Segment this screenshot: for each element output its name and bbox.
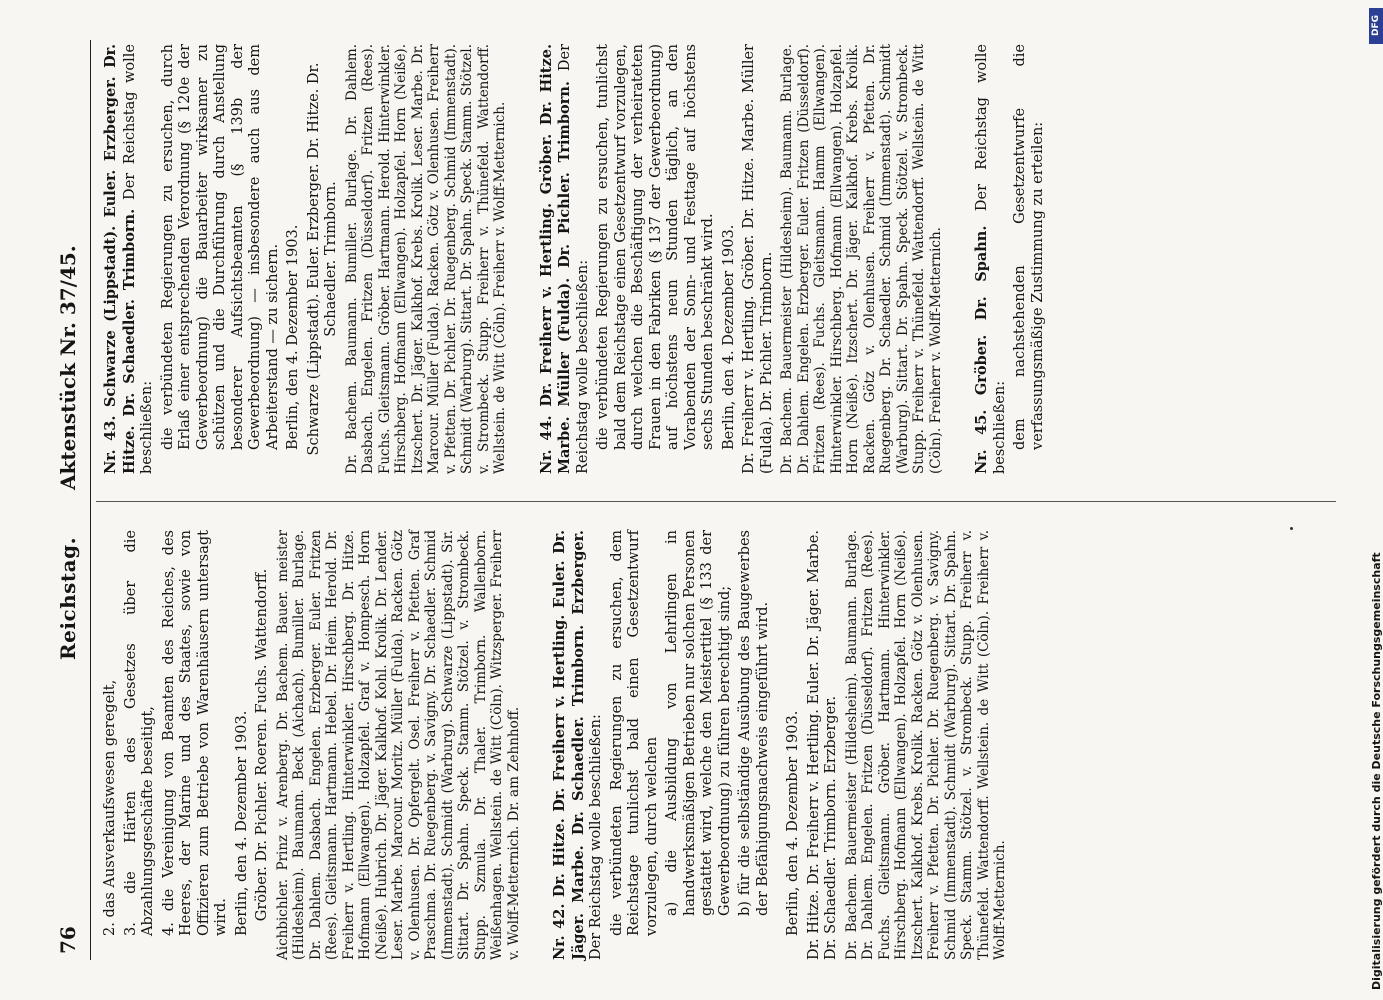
motion-heading [551, 530, 606, 960]
rotated-document-page [50, 40, 1340, 960]
list-item: 3. die Härten des Gesetzes über die Abzahlungsgeschäfte beseitigt, [122, 530, 156, 936]
running-subtitle: Aktenstück Nr. 37/45. [56, 245, 80, 490]
motion-intro: Der Reichstag wolle beschließen: [557, 44, 591, 474]
motion-intro: Der Reichstag wolle beschließen: [974, 44, 1008, 474]
column-divider [96, 501, 1336, 502]
funding-credit: Digitalisierung gefördert durch die Deutsche Forschungsgemeinschaft [1370, 552, 1383, 990]
motion-body: die verbündeten Regierungen zu ersuchen, durch Erlaß einer entsprechenden Verordnung (§ 120e der Gewerbeordnung) die Bauarbeiter wirksamer zu schützen und die Durchführung durch Anstellung besonderer Aufsichtsbeamten (§ 139b der Gewerbeordnung) — insbesondere auch aus dem Arbeiterstand — zu sichern. [159, 44, 281, 450]
supporters: Aichbichler. Prinz v. Arenberg. Dr. Bachem. Bauer. meister (Hildesheim). Baumann. Beck (Aichach). Bumiller. Burlage. Dr. Dahlem. Dasbach. Engelen. Erzberger. Euler. Fritzen (Rees). Gleitsmann. Hartmann. Hebel. Dr. Heim. Herold. Dr. Freiherr v. Hertling. Hinterwinkler. Hirschberg. Dr. Hitze. Hofmann (Ellwangen). Holzapfel. Graf v. Hompesch. Horn (Neiße). Hubrich. Dr. Jäger. Kalkhof. Kohl. Krolik. Dr. Lender. Leser. Marbe. Marcour. Moritz. Müller (Fulda). Racken. Götz v. Olenhusen. Dr. Opfergelt. Osel. Freiherr v. Pfetten. Graf Praschma. Dr. Ruegenberg. v. Savigny. Dr. Schaedler. Schmid (Immenstadt). Schmidt (Warburg). Schwarze (Lippstadt). Sir. Sittart. Dr. Spahn. Speck. Stamm. Stötzel. v. Strombeck. Stupp. Szmula. Dr. Thaler. Trimborn. Wallenborn. Weißenhagen. Wellstein. de Witt (Cöln). Witzsperger. Freiherr v. Wolff-Metternich. Dr. am Zehnhoff. [274, 530, 522, 960]
date-line: Berlin, den 4. Dezember 1903. [785, 710, 801, 936]
date-line: Berlin, den 4. Dezember 1903. [233, 710, 250, 936]
right-column [102, 44, 1050, 474]
motion-body: dem nachstehenden Gesetzentwurfe die verfassungsmäßige Zustimmung zu erteilen: [1012, 44, 1046, 450]
motion-sponsors: Dr. Freiherr v. Hertling. Gröber. Dr. Hitze. Marbe. Müller (Fulda). Dr. Pichler. Trimborn. [537, 44, 573, 474]
motion-number: Nr. 44. [537, 406, 555, 474]
dfg-logo-text: DFG [1371, 14, 1381, 36]
signers: Dr. Hitze. Dr. Freiherr v. Hertling. Euler. Dr. Jäger. Marbe. Dr. Schaedler. Trimborn. Erzberger. [805, 530, 839, 960]
list-item: 4. die Vereinigung von Beamten des Reiches, des Heeres, der Marine und des Staates, sowie von Offizieren zum Betriebe von Warenhäusern untersagt wird. [160, 530, 229, 936]
supporters: Dr. Bachem. Bauermeister (Hildesheim). Baumann. Burlage. Dr. Dahlem. Engelen. Fritzen (Düsseldorf). Fritzen (Rees). Fuchs. Gleitsmann. Gröber. Hartmann. Hinterwinkler. Hirschberg. Hofmann (Ellwangen). Holzapfel. Horn (Neiße). Itzschert. Kalkhof. Krebs. Krolik. Racken. Götz v. Olenhusen. Freiherr v. Pfetten. Dr. Pichler. Dr. Ruegenberg. v. Savigny. Schmid (Immenstadt). Schmidt (Warburg). Sittart. Dr. Spahn. Speck. Stamm. Stötzel. v. Strombeck. Stupp. Freiherr v. Thünefeld. Wattendorff. Wellstein. de Witt (Cöln). Freiherr v. Wolff-Metternich. [843, 530, 1008, 960]
signers: Gröber. Dr. Pichler. Roeren. Fuchs. Wattendorff. [254, 568, 270, 922]
motion-intro: Der Reichstag wolle beschließen: [121, 44, 155, 474]
signers: Dr. Freiherr v. Hertling. Gröber. Dr. Hitze. Marbe. Müller (Fulda). Dr. Pichler. Trimborn. [741, 44, 775, 474]
supporters: Dr. Bachem. Baumann. Bumiller. Burlage. Dr. Dahlem. Dasbach. Engelen. Fritzen (Düsseldorf). Fritzen (Rees). Fuchs. Gleitsmann. Gröber. Hartmann. Herold. Hinterwinkler. Hirschberg. Hofmann (Ellwangen). Holzapfel. Horn (Neiße). Itzschert. Dr. Jäger. Kalkhof. Krebs. Krolik. Leser. Marbe. Dr. Marcour. Müller (Fulda). Racken. Götz v. Olenhusen. Freiherr v. Pfetten. Dr. Pichler. Dr. Ruegenberg. Schmid (Immenstadt). Schmidt (Warburg). Sittart. Dr. Spahn. Speck. Stamm. Stötzel. v. Strombeck. Stupp. Freiherr v. Thünefeld. Wattendorff. Wellstein. de Witt (Cöln). Freiherr v. Wolff-Metternich. [343, 44, 508, 474]
list-item: 2. das Ausverkaufswesen geregelt, [102, 679, 118, 936]
motion-number: Nr. 43. [102, 407, 119, 474]
motion-number: Nr. 45. [973, 395, 990, 474]
motion-point-b: b) für die selbständige Ausübung des Baugewerbes der Befähigungsnachweis eingeführt wird. [737, 530, 771, 916]
ink-dot [1290, 527, 1293, 530]
supporters: Dr. Bachem. Bauermeister (Hildesheim). Baumann. Burlage. Dr. Dahlem. Engelen. Erzberger. Euler. Fritzen (Düsseldorf). Fritzen (Rees). Fuchs. Gleitsmann. Hamm (Ellwangen). Hinterwinkler. Hirschberg. Hofmann (Ellwangen). Holzapfel. Horn (Neiße). Itzschert. Dr. Jäger. Kalkhof. Krebs. Krolik. Racken. Götz v. Olenhusen. Freiherr v. Pfetten. Dr. Ruegenberg. Dr. Schaedler. Schmid (Immenstadt). Schmidt (Warburg). Sittart. Dr. Spahn. Speck. Stötzel. v. Strombeck. Stupp. Freiherr v. Thünefeld. Wattendorff. Wellstein. de Witt (Cöln). Freiherr v. Wolff-Metternich. [779, 44, 944, 474]
motion-sponsors: Schwarze (Lippstadt). Euler. Erzberger. Dr. Hitze. Dr. Schaedler. Trimborn. [102, 44, 138, 474]
date-line: Berlin, den 4. Dezember 1903. [720, 224, 737, 450]
motion-number: Nr. 42. [551, 897, 568, 960]
motion-intro: Der Reichstag wolle beschließen: [588, 714, 604, 960]
motion-heading [538, 44, 593, 474]
dfg-logo [1369, 8, 1383, 44]
motion-sponsors: Dr. Hitze. Dr. Freiherr v. Hertling. Euler. Dr. Jäger. Marbe. Dr. Schaedler. Trimborn. Erzberger. [551, 530, 587, 960]
signers: Schwarze (Lippstadt). Euler. Erzberger. Dr. Hitze. Dr. Schaedler. Trimborn. [305, 62, 339, 456]
motion-body: die verbündeten Regierungen zu ersuchen, tunlichst bald dem Reichstage einen Gesetzentwurf vorzulegen, durch welchen die Beschäftigung der verheirateten Frauen in den Fabriken (§ 137 der Gewerbeordnung) auf höchstens neun Stunden täglich, an den Vorabenden der Sonn- und Festtage auf höchstens sechs Stunden beschränkt wird. [595, 44, 716, 450]
motion-sponsors: Gröber. Dr. Spahn. [973, 211, 990, 396]
left-column [102, 530, 1012, 960]
motion-heading [102, 44, 157, 474]
motion-point-a: a) die Ausbildung von Lehrlingen in handwerksmäßigen Betrieben nur solchen Personen gestattet wird, welche den Meistertitel (§ 133 der Gewerbeordnung) zu führen berechtigt sind; [664, 530, 733, 916]
page-number: 76 [56, 926, 80, 954]
motion-body: die verbündeten Regierungen zu ersuchen, dem Reichstage tunlichst bald einen Gesetzentwurf vorzulegen, durch welchen [608, 530, 660, 936]
running-title: Reichstag. [56, 536, 80, 660]
running-header [50, 40, 91, 960]
motion-heading [973, 44, 1009, 474]
date-line: Berlin, den 4. Dezember 1903. [285, 224, 301, 450]
